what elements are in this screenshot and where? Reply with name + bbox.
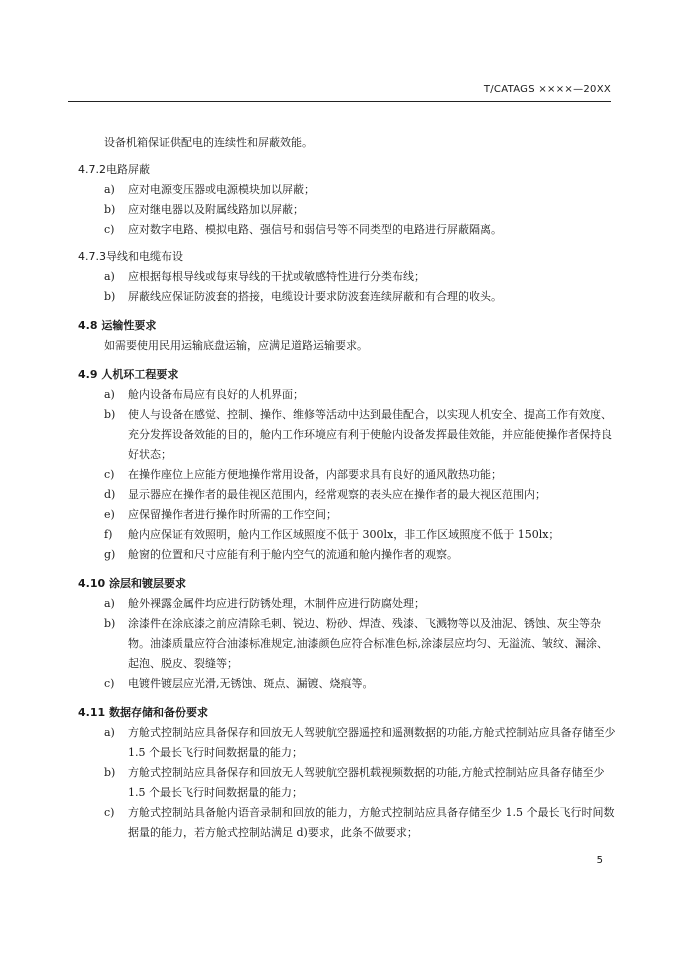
item-label: g) <box>104 548 116 561</box>
item-text: 舱内应保证有效照明，舱内工作区域照度不低于 300lx，非工作区域照度不低于 150lx； <box>128 528 560 541</box>
document-body <box>78 133 618 843</box>
item-label: c) <box>104 223 115 236</box>
heading-4-7-3: 4.7.3导线和电缆布设 <box>78 250 183 263</box>
heading-4-11: 4.11 数据存储和备份要求 <box>78 706 208 719</box>
item-label: b) <box>104 766 116 779</box>
item-label: d) <box>104 488 116 501</box>
list-item <box>78 200 618 220</box>
item-label: a) <box>104 597 115 610</box>
heading-4-10: 4.10 涂层和镀层要求 <box>78 577 186 590</box>
list-item <box>78 525 618 545</box>
list-item <box>78 485 618 505</box>
intro-line: 设备机箱保证供配电的连续性和屏蔽效能。 <box>104 136 313 149</box>
item-text: 舱窗的位置和尺寸应能有利于舱内空气的流通和舱内操作者的观察。 <box>128 548 458 561</box>
list-item <box>78 545 618 565</box>
list-item <box>78 505 618 525</box>
item-text: 应对继电器以及附属线路加以屏蔽； <box>128 203 304 216</box>
item-text: 涂漆件在涂底漆之前应清除毛刺、锐边、粉砂、焊渣、残漆、飞溅物等以及油泥、锈蚀、灰尘等杂物。油漆质量应符合油漆标准规定,油漆颜色应符合标准色标,涂漆层应均匀、无溢流、皱纹、漏涂、起泡、脱皮、裂缝等； <box>128 617 608 670</box>
item-label: b) <box>104 617 116 630</box>
item-text: 在操作座位上应能方便地操作常用设备，内部要求具有良好的通风散热功能； <box>128 468 502 481</box>
item-text: 舱外裸露金属件均应进行防锈处理，木制件应进行防腐处理； <box>128 597 425 610</box>
list-item <box>78 405 618 465</box>
item-label: b) <box>104 203 116 216</box>
item-text: 舱内设备布局应有良好的人机界面； <box>128 388 304 401</box>
item-label: a) <box>104 388 115 401</box>
list-item <box>78 180 618 200</box>
heading-4-7-2: 4.7.2电路屏蔽 <box>78 163 150 176</box>
item-text: 应根据每根导线或每束导线的干扰或敏感特性进行分类布线； <box>128 270 425 283</box>
item-text: 使人与设备在感觉、控制、操作、维修等活动中达到最佳配合，以实现人机安全、提高工作有效度、充分发挥设备效能的目的，舱内工作环境应有利于使舱内设备发挥最佳效能，并应能使操作者保持良好状态； <box>128 408 612 461</box>
list-item <box>78 287 618 307</box>
heading-4-8: 4.8 运输性要求 <box>78 319 157 332</box>
item-text: 应对电源变压器或电源模块加以屏蔽； <box>128 183 315 196</box>
item-label: c) <box>104 806 115 819</box>
item-text: 屏蔽线应保证防波套的搭接，电缆设计要求防波套连续屏蔽和有合理的收头。 <box>128 290 502 303</box>
item-text: 应对数字电路、模拟电路、强信号和弱信号等不同类型的电路进行屏蔽隔离。 <box>128 223 502 236</box>
item-text: 显示器应在操作者的最佳视区范围内，经常观察的表头应在操作者的最大视区范围内； <box>128 488 546 501</box>
list-item <box>78 763 618 803</box>
list-item <box>78 465 618 485</box>
list-item <box>78 674 618 694</box>
list-item <box>78 267 618 287</box>
item-text: 电镀件镀层应光滑,无锈蚀、斑点、漏镀、烧痕等。 <box>128 677 374 690</box>
item-label: c) <box>104 677 115 690</box>
item-label: b) <box>104 408 116 421</box>
item-text: 方舱式控制站具备舱内语音录制和回放的能力，方舱式控制站应具备存储至少 1.5 个最长飞行时间数据量的能力，若方舱式控制站满足 d)要求，此条不做要求； <box>128 806 615 839</box>
paragraph: 如需要使用民用运输底盘运输，应满足道路运输要求。 <box>104 339 368 352</box>
item-label: a) <box>104 270 115 283</box>
item-text: 方舱式控制站应具备保存和回放无人驾驶航空器机载视频数据的功能,方舱式控制站应具备存储至少 1.5 个最长飞行时间数据量的能力； <box>128 766 605 799</box>
item-text: 方舱式控制站应具备保存和回放无人驾驶航空器遥控和遥测数据的功能,方舱式控制站应具备存储至少 1.5 个最长飞行时间数据量的能力； <box>128 726 616 759</box>
item-label: f) <box>104 528 113 541</box>
page-number: 5 <box>596 855 603 866</box>
list-item <box>78 614 618 674</box>
heading-4-9: 4.9 人机环工程要求 <box>78 368 179 381</box>
item-label: a) <box>104 726 115 739</box>
item-label: e) <box>104 508 115 521</box>
item-label: c) <box>104 468 115 481</box>
list-item <box>78 220 618 240</box>
item-label: a) <box>104 183 115 196</box>
item-text: 应保留操作者进行操作时所需的工作空间； <box>128 508 337 521</box>
item-label: b) <box>104 290 116 303</box>
document-code: T/CATAGS ××××—20XX <box>483 84 611 95</box>
list-item <box>78 723 618 763</box>
header-rule <box>68 101 611 102</box>
list-item <box>78 385 618 405</box>
list-item <box>78 803 618 843</box>
list-item <box>78 594 618 614</box>
